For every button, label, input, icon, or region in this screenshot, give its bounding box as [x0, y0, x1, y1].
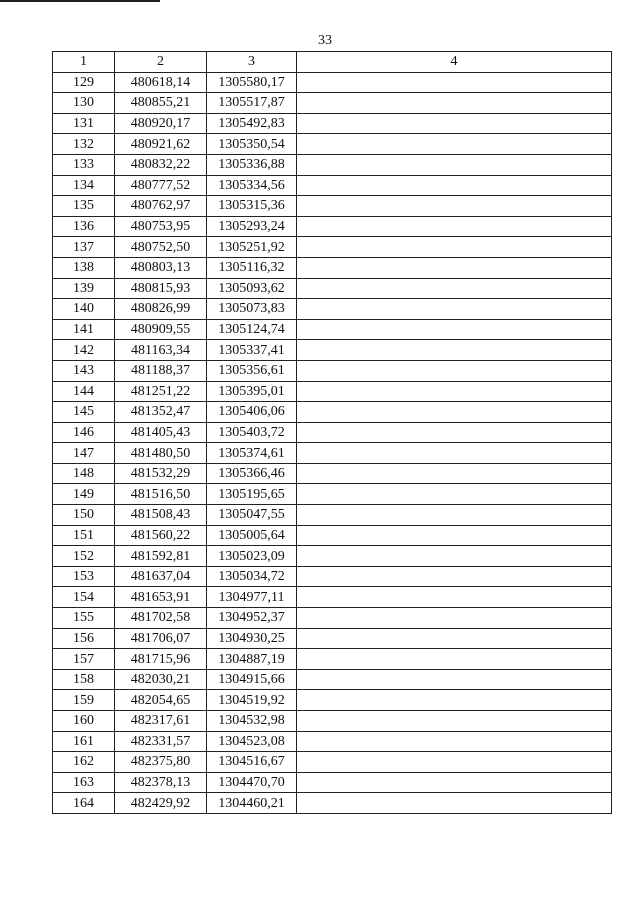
table-row [53, 154, 612, 175]
x-coordinate-cell: 481163,34 [115, 340, 207, 361]
y-coordinate-cell: 1305356,61 [207, 360, 297, 381]
point-number-cell: 163 [53, 772, 115, 793]
description-cell [297, 360, 612, 381]
description-cell [297, 237, 612, 258]
x-coordinate-cell: 481480,50 [115, 443, 207, 464]
table-row [53, 546, 612, 567]
x-coordinate-cell: 481592,81 [115, 546, 207, 567]
description-cell [297, 340, 612, 361]
table-row [53, 669, 612, 690]
header-col-4: 4 [297, 52, 612, 73]
x-coordinate-cell: 482378,13 [115, 772, 207, 793]
table-row [53, 752, 612, 773]
y-coordinate-cell: 1305350,54 [207, 134, 297, 155]
y-coordinate-cell: 1305093,62 [207, 278, 297, 299]
point-number-cell: 145 [53, 402, 115, 423]
header-col-2: 2 [115, 52, 207, 73]
x-coordinate-cell: 480832,22 [115, 154, 207, 175]
table-row [53, 257, 612, 278]
description-cell [297, 608, 612, 629]
description-cell [297, 649, 612, 670]
x-coordinate-cell: 481352,47 [115, 402, 207, 423]
y-coordinate-cell: 1305005,64 [207, 525, 297, 546]
header-col-3: 3 [207, 52, 297, 73]
y-coordinate-cell: 1305195,65 [207, 484, 297, 505]
x-coordinate-cell: 480618,14 [115, 72, 207, 93]
x-coordinate-cell: 480909,55 [115, 319, 207, 340]
x-coordinate-cell: 480826,99 [115, 299, 207, 320]
y-coordinate-cell: 1305124,74 [207, 319, 297, 340]
x-coordinate-cell: 480777,52 [115, 175, 207, 196]
y-coordinate-cell: 1305337,41 [207, 340, 297, 361]
table-row [53, 113, 612, 134]
y-coordinate-cell: 1305034,72 [207, 566, 297, 587]
point-number-cell: 136 [53, 216, 115, 237]
y-coordinate-cell: 1304516,67 [207, 752, 297, 773]
point-number-cell: 156 [53, 628, 115, 649]
point-number-cell: 135 [53, 196, 115, 217]
description-cell [297, 525, 612, 546]
x-coordinate-cell: 482030,21 [115, 669, 207, 690]
x-coordinate-cell: 482429,92 [115, 793, 207, 814]
table-row [53, 402, 612, 423]
description-cell [297, 134, 612, 155]
table-row [53, 299, 612, 320]
table-row [53, 237, 612, 258]
y-coordinate-cell: 1305251,92 [207, 237, 297, 258]
point-number-cell: 138 [53, 257, 115, 278]
table-row [53, 711, 612, 732]
header-col-1: 1 [53, 52, 115, 73]
description-cell [297, 154, 612, 175]
description-cell [297, 93, 612, 114]
x-coordinate-cell: 481637,04 [115, 566, 207, 587]
table-row [53, 505, 612, 526]
x-coordinate-cell: 480815,93 [115, 278, 207, 299]
x-coordinate-cell: 480803,13 [115, 257, 207, 278]
y-coordinate-cell: 1304915,66 [207, 669, 297, 690]
point-number-cell: 129 [53, 72, 115, 93]
y-coordinate-cell: 1305315,36 [207, 196, 297, 217]
point-number-cell: 146 [53, 422, 115, 443]
point-number-cell: 164 [53, 793, 115, 814]
x-coordinate-cell: 481188,37 [115, 360, 207, 381]
y-coordinate-cell: 1305293,24 [207, 216, 297, 237]
description-cell [297, 463, 612, 484]
description-cell [297, 772, 612, 793]
description-cell [297, 299, 612, 320]
description-cell [297, 793, 612, 814]
y-coordinate-cell: 1305395,01 [207, 381, 297, 402]
description-cell [297, 257, 612, 278]
description-cell [297, 546, 612, 567]
y-coordinate-cell: 1304977,11 [207, 587, 297, 608]
table-row [53, 793, 612, 814]
y-coordinate-cell: 1304930,25 [207, 628, 297, 649]
point-number-cell: 139 [53, 278, 115, 299]
y-coordinate-cell: 1305403,72 [207, 422, 297, 443]
description-cell [297, 216, 612, 237]
point-number-cell: 153 [53, 566, 115, 587]
point-number-cell: 149 [53, 484, 115, 505]
table-row [53, 525, 612, 546]
x-coordinate-cell: 482317,61 [115, 711, 207, 732]
y-coordinate-cell: 1305073,83 [207, 299, 297, 320]
y-coordinate-cell: 1305047,55 [207, 505, 297, 526]
table-row [53, 134, 612, 155]
page-number: 33 [318, 33, 332, 48]
point-number-cell: 159 [53, 690, 115, 711]
description-cell [297, 278, 612, 299]
description-cell [297, 669, 612, 690]
description-cell [297, 711, 612, 732]
table-row [53, 216, 612, 237]
x-coordinate-cell: 481251,22 [115, 381, 207, 402]
description-cell [297, 175, 612, 196]
coordinates-table [52, 51, 612, 814]
point-number-cell: 140 [53, 299, 115, 320]
table-row [53, 608, 612, 629]
point-number-cell: 141 [53, 319, 115, 340]
point-number-cell: 134 [53, 175, 115, 196]
x-coordinate-cell: 481532,29 [115, 463, 207, 484]
y-coordinate-cell: 1305580,17 [207, 72, 297, 93]
y-coordinate-cell: 1305517,87 [207, 93, 297, 114]
table-row [53, 690, 612, 711]
point-number-cell: 162 [53, 752, 115, 773]
description-cell [297, 113, 612, 134]
description-cell [297, 319, 612, 340]
point-number-cell: 144 [53, 381, 115, 402]
y-coordinate-cell: 1305334,56 [207, 175, 297, 196]
y-coordinate-cell: 1305366,46 [207, 463, 297, 484]
table-row [53, 484, 612, 505]
table-row [53, 360, 612, 381]
point-number-cell: 160 [53, 711, 115, 732]
description-cell [297, 628, 612, 649]
table-row [53, 443, 612, 464]
table-row [53, 93, 612, 114]
point-number-cell: 158 [53, 669, 115, 690]
y-coordinate-cell: 1304532,98 [207, 711, 297, 732]
table-row [53, 422, 612, 443]
x-coordinate-cell: 480920,17 [115, 113, 207, 134]
point-number-cell: 151 [53, 525, 115, 546]
table-row [53, 628, 612, 649]
point-number-cell: 155 [53, 608, 115, 629]
y-coordinate-cell: 1305336,88 [207, 154, 297, 175]
description-cell [297, 752, 612, 773]
y-coordinate-cell: 1304952,37 [207, 608, 297, 629]
point-number-cell: 130 [53, 93, 115, 114]
table-row [53, 381, 612, 402]
x-coordinate-cell: 480762,97 [115, 196, 207, 217]
description-cell [297, 422, 612, 443]
y-coordinate-cell: 1305374,61 [207, 443, 297, 464]
table-row [53, 649, 612, 670]
point-number-cell: 154 [53, 587, 115, 608]
point-number-cell: 137 [53, 237, 115, 258]
point-number-cell: 132 [53, 134, 115, 155]
x-coordinate-cell: 481702,58 [115, 608, 207, 629]
description-cell [297, 381, 612, 402]
point-number-cell: 152 [53, 546, 115, 567]
point-number-cell: 133 [53, 154, 115, 175]
description-cell [297, 443, 612, 464]
x-coordinate-cell: 482331,57 [115, 731, 207, 752]
x-coordinate-cell: 481508,43 [115, 505, 207, 526]
y-coordinate-cell: 1305406,06 [207, 402, 297, 423]
x-coordinate-cell: 481405,43 [115, 422, 207, 443]
table-row [53, 463, 612, 484]
point-number-cell: 150 [53, 505, 115, 526]
y-coordinate-cell: 1305023,09 [207, 546, 297, 567]
description-cell [297, 587, 612, 608]
description-cell [297, 402, 612, 423]
point-number-cell: 143 [53, 360, 115, 381]
point-number-cell: 161 [53, 731, 115, 752]
x-coordinate-cell: 480752,50 [115, 237, 207, 258]
description-cell [297, 72, 612, 93]
x-coordinate-cell: 480921,62 [115, 134, 207, 155]
top-rule [0, 0, 160, 2]
table-header-row [53, 52, 612, 73]
y-coordinate-cell: 1304887,19 [207, 649, 297, 670]
table-row [53, 278, 612, 299]
point-number-cell: 157 [53, 649, 115, 670]
table-row [53, 587, 612, 608]
description-cell [297, 731, 612, 752]
description-cell [297, 505, 612, 526]
description-cell [297, 690, 612, 711]
y-coordinate-cell: 1304470,70 [207, 772, 297, 793]
x-coordinate-cell: 481653,91 [115, 587, 207, 608]
point-number-cell: 142 [53, 340, 115, 361]
y-coordinate-cell: 1304460,21 [207, 793, 297, 814]
table-row [53, 731, 612, 752]
point-number-cell: 148 [53, 463, 115, 484]
table-body [53, 72, 612, 813]
x-coordinate-cell: 481516,50 [115, 484, 207, 505]
table-row [53, 319, 612, 340]
table-row [53, 772, 612, 793]
x-coordinate-cell: 481706,07 [115, 628, 207, 649]
y-coordinate-cell: 1304523,08 [207, 731, 297, 752]
x-coordinate-cell: 480753,95 [115, 216, 207, 237]
x-coordinate-cell: 481715,96 [115, 649, 207, 670]
description-cell [297, 196, 612, 217]
table-row [53, 175, 612, 196]
y-coordinate-cell: 1305492,83 [207, 113, 297, 134]
x-coordinate-cell: 482375,80 [115, 752, 207, 773]
table-row [53, 72, 612, 93]
x-coordinate-cell: 481560,22 [115, 525, 207, 546]
point-number-cell: 131 [53, 113, 115, 134]
table-row [53, 566, 612, 587]
point-number-cell: 147 [53, 443, 115, 464]
x-coordinate-cell: 480855,21 [115, 93, 207, 114]
description-cell [297, 566, 612, 587]
y-coordinate-cell: 1304519,92 [207, 690, 297, 711]
table-row [53, 196, 612, 217]
description-cell [297, 484, 612, 505]
table-row [53, 340, 612, 361]
y-coordinate-cell: 1305116,32 [207, 257, 297, 278]
x-coordinate-cell: 482054,65 [115, 690, 207, 711]
